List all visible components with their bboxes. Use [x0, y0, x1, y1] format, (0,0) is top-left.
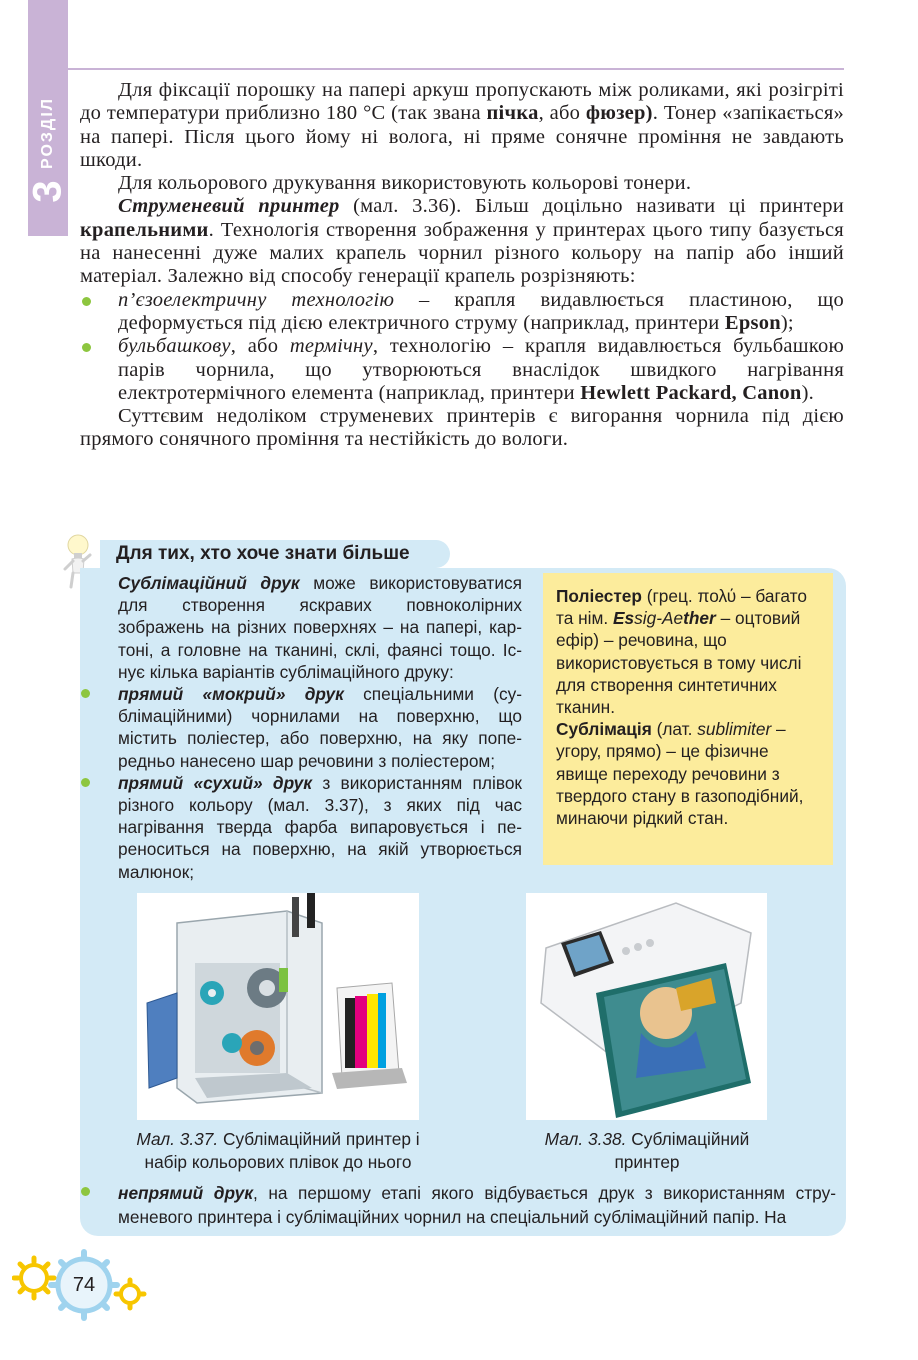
bullet-icon [82, 297, 91, 306]
paragraph [80, 405, 844, 452]
technology-list [80, 289, 844, 405]
paragraph [80, 79, 844, 172]
figure-3-38-caption [530, 1128, 764, 1173]
text-run: , на першому етапі якого відбувається друк з використанням струменевого принтера і сублімаційних чорнил на спеціальний сублімаційний папір. На [118, 1183, 836, 1227]
text-run: sublimiter [697, 719, 772, 740]
text-run: прямий «сухий» друк [118, 772, 313, 793]
figure-3-37-image [137, 893, 419, 1120]
text-run: непрямий друк [118, 1183, 253, 1203]
text-run: Сублімаційний принтер і набір кольорових плівок до нього [144, 1129, 420, 1172]
text-run: п’єзоелектричну технологію [118, 288, 395, 311]
text-run: Для кольорового друкування використовують кольорові тонери. [118, 172, 692, 195]
text-run: . Технологія створення зображення у принтерах цього типу базується на нанесенні дуже малих крапель чорнил різного кольору на папір або інший матеріал. Залежно від способу генерації крапель розрізняють: [80, 218, 844, 288]
text-run: (мал. 3.36). Більш доцільно називати ці принтери [339, 195, 844, 218]
glossary-entry-sublimation [556, 718, 825, 829]
text-run: Поліестер [556, 586, 642, 606]
learn-more-title: Для тих, хто хоче знати більше [100, 540, 450, 568]
text-run: фюзер) [585, 102, 653, 125]
text-run: Epson [724, 311, 781, 334]
paragraph [80, 195, 844, 288]
text-run: Мал. 3.37. [136, 1129, 219, 1149]
paragraph [80, 172, 844, 195]
bullet-icon [81, 778, 90, 787]
text-run: Hewlett Packard, Canon [580, 381, 802, 404]
text-run: , технологію – крапля видавлюється бульбашкою парів чорнила, що утворюються внаслідок швидкого нагрівання електротермічного елемента (наприклад, принтери [118, 335, 845, 404]
text-run: спеціальними (сублімаційними) чорнилами на поверхню, що містить поліестер, або поверхню, на яку попередньо нанесено шар речовини з поліестером; [118, 684, 522, 771]
photo-printer-illustration [526, 893, 767, 1120]
text-run: Сублімаційний принтер [614, 1129, 750, 1172]
text-run: – крапля видавлюється пластиною, що деформується під дією електричного струму (наприклад, принтери [118, 288, 844, 334]
bullet-icon [82, 343, 91, 352]
text-run: термічну [289, 335, 373, 358]
paragraph [118, 572, 522, 683]
text-run: , або [538, 102, 586, 125]
text-run: ther [683, 608, 716, 629]
text-run: Мал. 3.38. [544, 1129, 627, 1149]
figure-3-37-caption [118, 1128, 438, 1173]
chapter-number: 3 [25, 179, 70, 203]
chapter-label: РОЗДІЛ [39, 97, 56, 169]
bullet-icon [81, 689, 90, 698]
text-run: Сублімація [556, 719, 652, 740]
header-rule [68, 68, 844, 70]
text-run: Сублімаційний друк [118, 573, 300, 593]
list-item [118, 683, 522, 772]
text-run: бульбашкову [118, 335, 231, 358]
text-run: ); [780, 311, 794, 334]
learn-more-text [118, 572, 522, 883]
text-run: Для фіксації порошку на папері аркуш пропускають між роликами, які розігріті до температури приблизно 180 °С (так звана [80, 79, 844, 125]
text-run: ). [801, 381, 815, 404]
sublimation-list [118, 683, 522, 883]
text-run: прямий «мокрий» друк [118, 684, 344, 705]
text-run: Струменевий принтер [118, 195, 340, 218]
page-number: 74 [72, 1274, 96, 1296]
text-run: Es [613, 608, 635, 629]
text-run: крапельними [80, 218, 209, 241]
text-run: (грец. πολύ – багато та нім. [556, 586, 807, 629]
glossary-box [543, 573, 833, 865]
main-text [80, 79, 844, 452]
text-run: sig-Ae [634, 608, 684, 629]
text-run: . Тонер «запікається» на папері. Після цього йому ні волога, ні пряме сонячне проміння не завдають шкоди. [80, 102, 845, 171]
list-item [80, 335, 844, 405]
list-item [118, 772, 522, 883]
list-item [80, 289, 844, 336]
text-run: (лат. [651, 719, 698, 740]
text-run: з використанням плівок різного кольору (мал. 3.37), з яких під час нагрівання тверда фарба випаровується і переноситься на поверхню, на якій утворюється малюнок; [118, 772, 522, 882]
text-run: пічка [486, 102, 539, 125]
glossary-entry-polyester [556, 585, 825, 718]
text-run: – угору, прямо) – це фізичне явище переходу речовини з твердого стану в газоподібний, минаючи рідкий стан. [556, 719, 804, 829]
list-item [118, 1181, 836, 1229]
text-run: , або [230, 335, 290, 358]
text-run: – оцтовий ефір) – речовина, що використовується в тому числі для створення синтетичних тканин. [556, 608, 802, 718]
text-run: може використовуватися для створення яскравих повноколірних зображень на різних поверхнях – на папері, картоні, а головне на тканині, склі, фаянсі тощо. Існує кілька варіантів сублімаційного друку: [118, 573, 522, 682]
text-run: Суттєвим недоліком струменевих принтерів є вигорання чорнила під дією прямого сонячного проміння та нестійкість до вологи. [80, 405, 844, 451]
figure-3-38-image [526, 893, 767, 1120]
bullet-icon [81, 1187, 90, 1196]
sublimation-printer-illustration [137, 893, 419, 1120]
